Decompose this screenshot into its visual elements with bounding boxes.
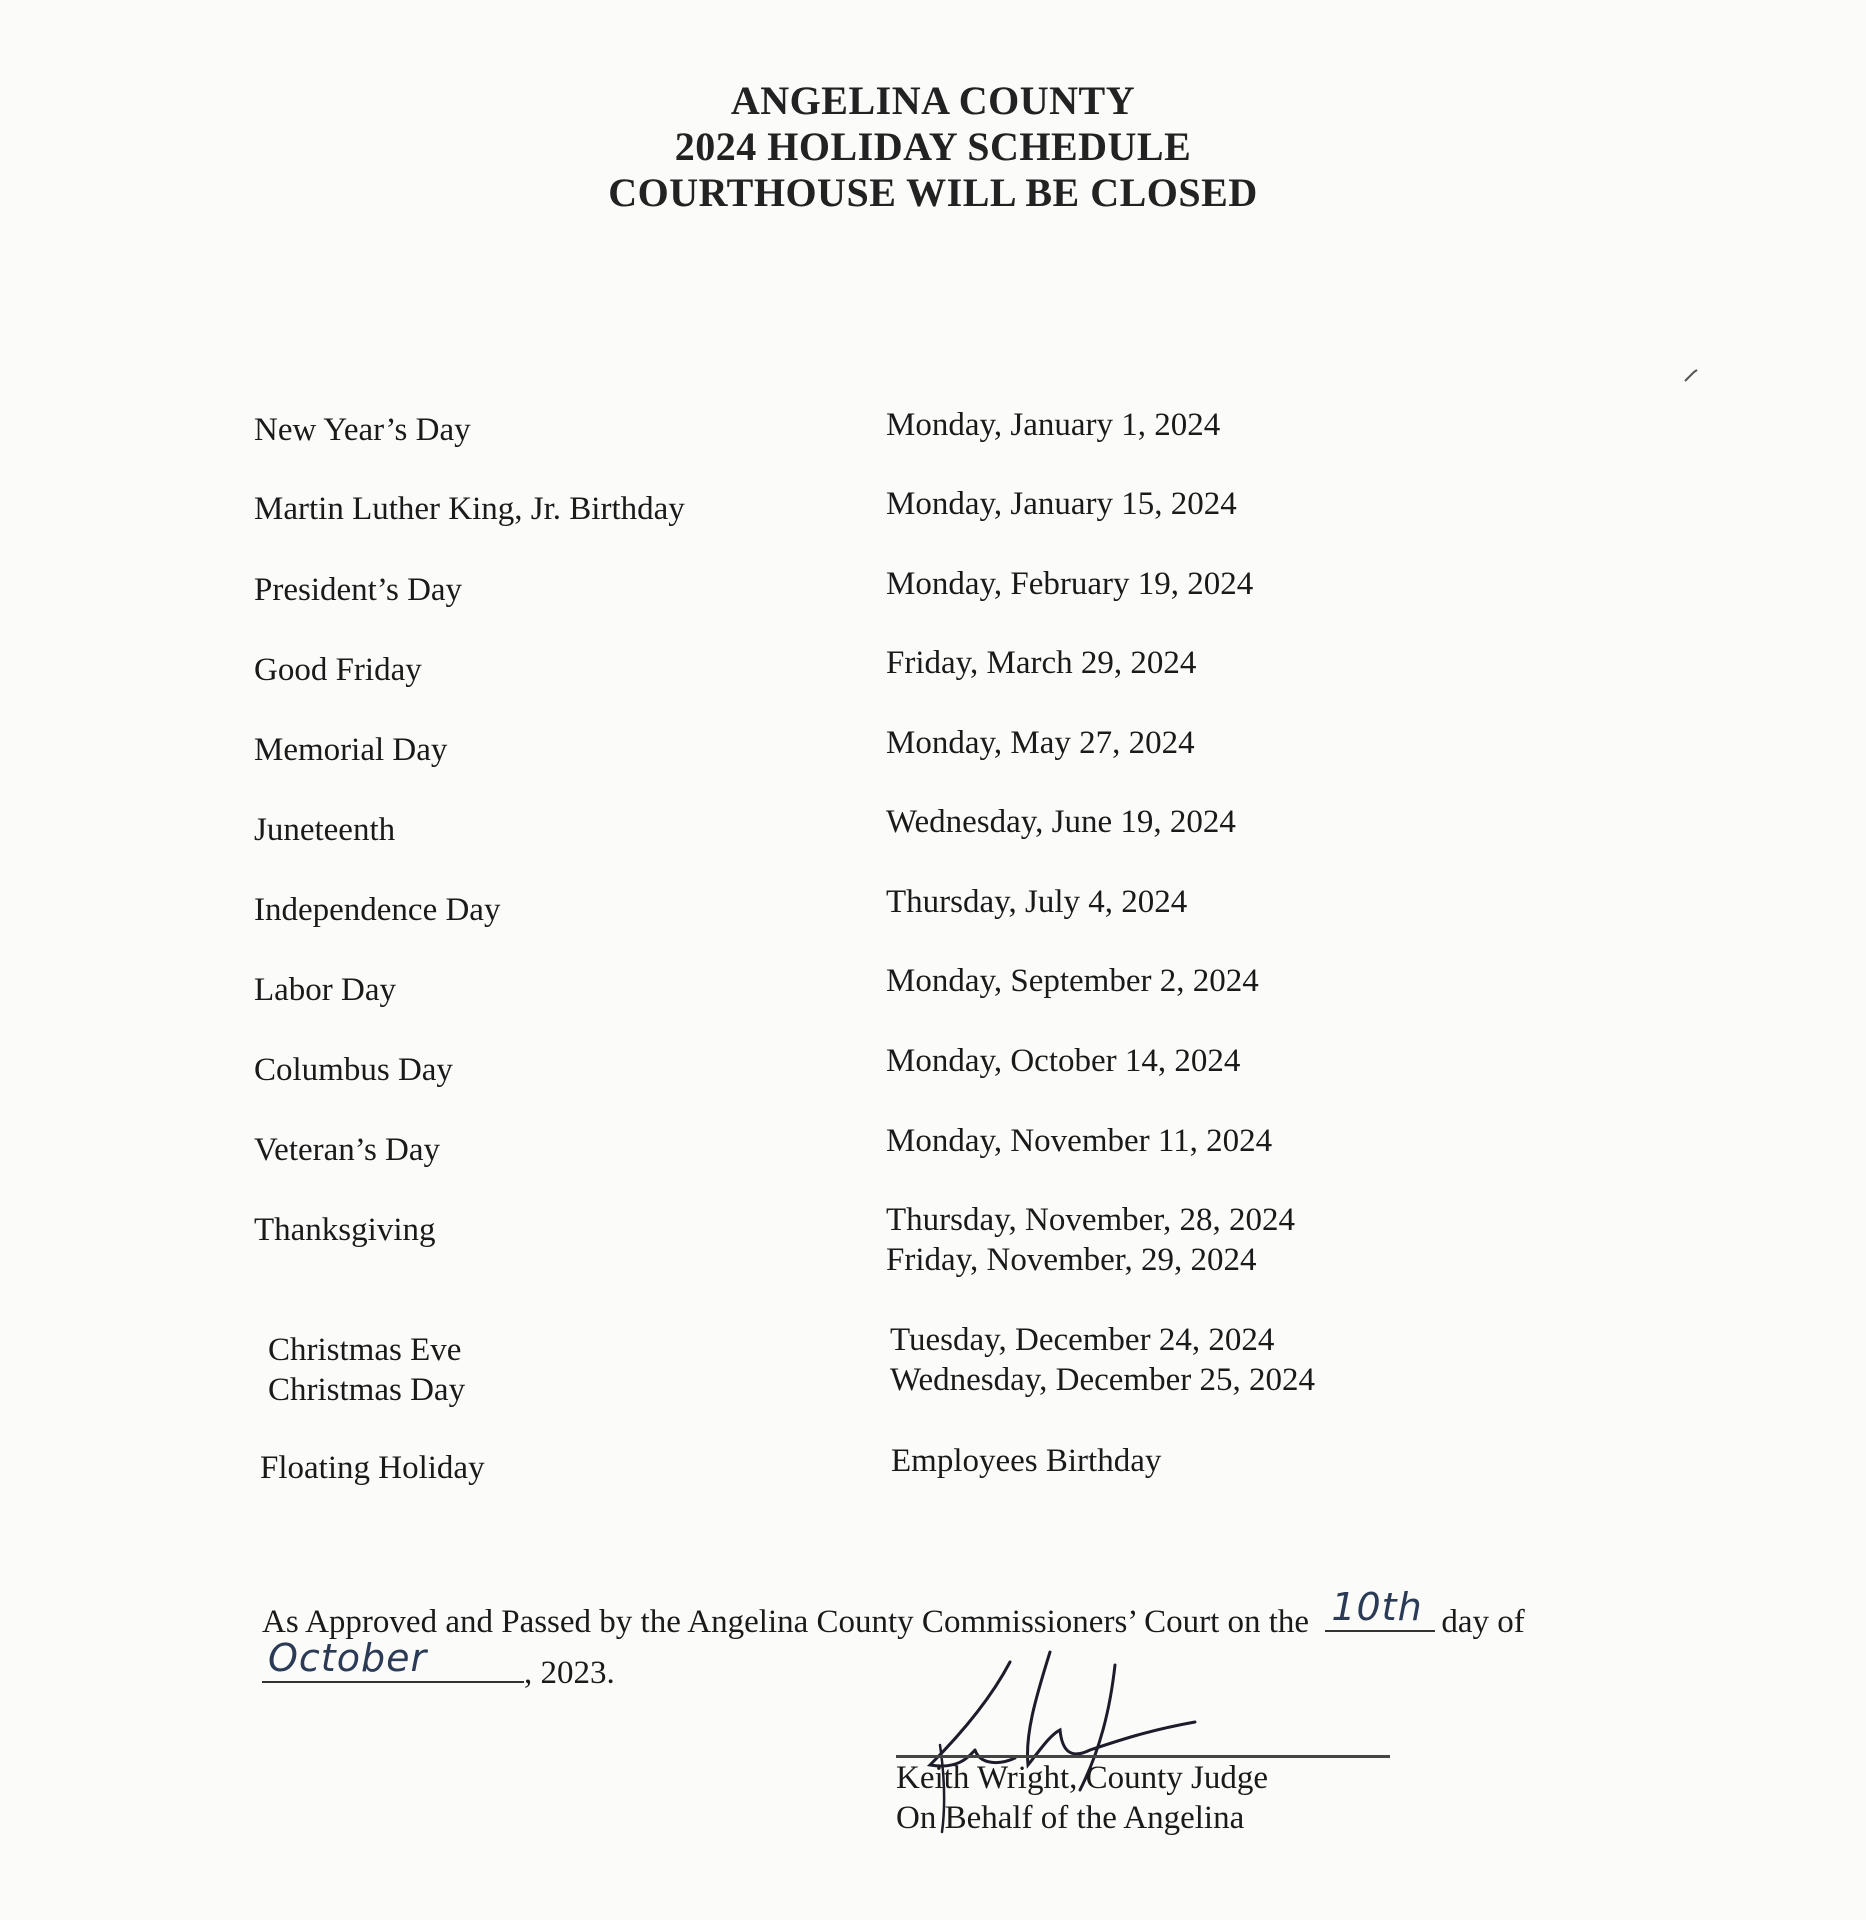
- holiday-date: Friday, March 29, 2024: [886, 645, 1197, 681]
- holiday-date: Monday, January 1, 2024: [886, 407, 1221, 443]
- signer-behalf: On Behalf of the Angelina: [896, 1800, 1245, 1836]
- holiday-name: President’s Day: [254, 572, 463, 608]
- holiday-date-group: [890, 1320, 1315, 1400]
- handwritten-day: 10th: [1331, 1585, 1423, 1629]
- holiday-date: Employees Birthday: [891, 1443, 1162, 1479]
- approval-day-of: day of: [1441, 1604, 1525, 1640]
- holiday-name: New Year’s Day: [254, 412, 471, 448]
- holiday-name: Christmas Day: [268, 1372, 466, 1408]
- holiday-date: Tuesday, December 24, 2024: [890, 1322, 1275, 1358]
- approval-text: As Approved and Passed by the Angelina County Commissioners’ Court on the: [262, 1604, 1310, 1640]
- signature-block: [896, 1758, 1268, 1838]
- handwritten-month: October: [268, 1636, 428, 1680]
- holiday-date: Wednesday, December 25, 2024: [890, 1362, 1315, 1398]
- holiday-name: Good Friday: [254, 652, 422, 688]
- day-blank: [1325, 1585, 1435, 1632]
- header-subtitle: COURTHOUSE WILL BE CLOSED: [608, 170, 1258, 215]
- holiday-date: Monday, January 15, 2024: [886, 486, 1237, 522]
- holiday-date: Thursday, November, 28, 2024: [886, 1202, 1295, 1238]
- holiday-name: Columbus Day: [254, 1052, 453, 1088]
- header-county: ANGELINA COUNTY: [730, 78, 1136, 123]
- document-header: [0, 78, 1866, 216]
- holiday-name-group: [268, 1330, 465, 1410]
- holiday-name: Thanksgiving: [254, 1212, 436, 1248]
- month-blank: [262, 1636, 524, 1683]
- holiday-date: Thursday, July 4, 2024: [886, 884, 1188, 920]
- holiday-date: Monday, February 19, 2024: [886, 566, 1254, 602]
- scan-speck: [1682, 366, 1702, 386]
- holiday-name: Veteran’s Day: [254, 1132, 441, 1168]
- holiday-name: Christmas Eve: [268, 1332, 462, 1368]
- holiday-date: Monday, May 27, 2024: [886, 725, 1195, 761]
- holiday-date: Friday, November, 29, 2024: [886, 1242, 1257, 1278]
- holiday-name: Martin Luther King, Jr. Birthday: [254, 491, 685, 527]
- holiday-date: Monday, November 11, 2024: [886, 1123, 1273, 1159]
- holiday-name: Memorial Day: [254, 732, 448, 768]
- header-title: 2024 HOLIDAY SCHEDULE: [674, 124, 1192, 169]
- holiday-date: Wednesday, June 19, 2024: [886, 804, 1236, 840]
- holiday-name: Independence Day: [254, 892, 501, 928]
- holiday-name: Floating Holiday: [260, 1450, 485, 1486]
- signer-name: Keith Wright, County Judge: [896, 1760, 1269, 1796]
- approval-year: , 2023.: [524, 1655, 615, 1691]
- holiday-date-group: [886, 1200, 1295, 1280]
- holiday-name: Labor Day: [254, 972, 397, 1008]
- holiday-date: Monday, October 14, 2024: [886, 1043, 1241, 1079]
- holiday-date: Monday, September 2, 2024: [886, 963, 1259, 999]
- holiday-name: Juneteenth: [254, 812, 396, 848]
